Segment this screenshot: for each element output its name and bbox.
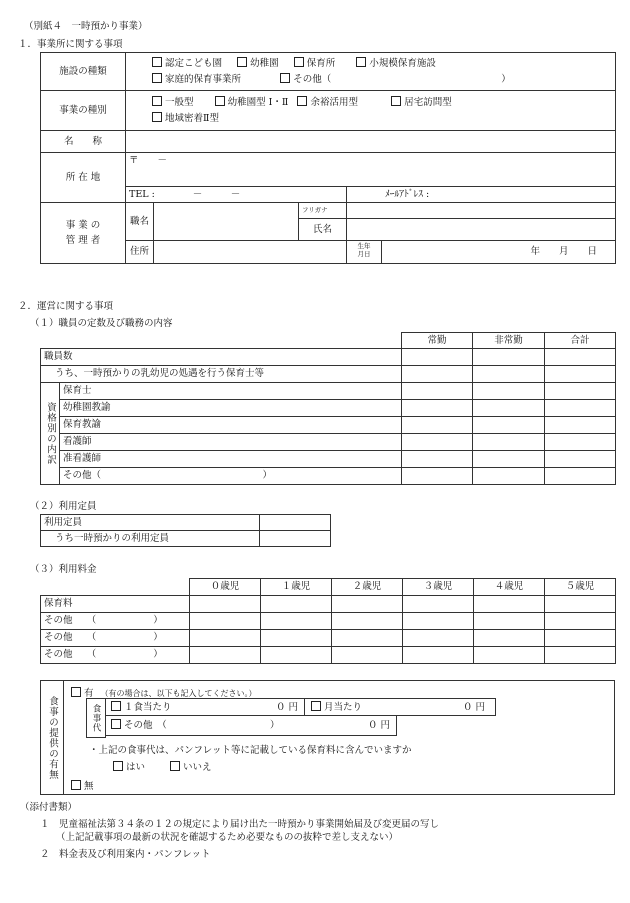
facility-table: 施設の種類 認定こども園 幼稚園 保育所 小規模保育施設 家庭的保育事業所 その他（ ） 事業の種別 一般型 幼稚園型 Ⅰ・Ⅱ 余裕活用型 居宅訪問型 地域密着Ⅱ型 名 称 所 在 地 〒 － TEL : － － ﾒｰﾙｱﾄﾞﾚｽ : 事 業 の 管 理 者 職名 フリガナ 氏名 住所 生年 月日 年 月 日 bbox=[40, 52, 616, 264]
section1-title: １．事業所に関する事項 bbox=[18, 39, 123, 50]
row-hoikuryo: 保育料 bbox=[41, 596, 190, 613]
meal-other-value[interactable]: ０ 円 bbox=[367, 720, 390, 731]
row-ichiji-capacity: うち一時預かりの利用定員 bbox=[41, 531, 260, 547]
opt-hoikusho[interactable]: 保育所 bbox=[294, 58, 336, 69]
col-fulltime: 常勤 bbox=[402, 333, 473, 349]
opt-katei[interactable]: 家庭的保育事業所 bbox=[152, 74, 241, 85]
fullname-label: 氏名 bbox=[299, 219, 347, 241]
checkbox-icon[interactable] bbox=[280, 73, 290, 83]
opt-shokibo[interactable]: 小規模保育施設 bbox=[356, 58, 436, 69]
business-type-label: 事業の種別 bbox=[41, 91, 126, 131]
position-label: 職名 bbox=[126, 203, 154, 241]
fee-subtitle: （３）利用料金 bbox=[30, 564, 97, 575]
opt-sonota[interactable]: その他（ bbox=[280, 74, 331, 85]
meal-question: ・上記の食事代は、パンフレット等に記載している保育料に含んでいますか bbox=[89, 745, 412, 756]
position-field[interactable] bbox=[154, 203, 299, 241]
capacity-subtitle: （２）利用定員 bbox=[30, 501, 97, 512]
per-month-option[interactable]: 月当たり ０ 円 bbox=[305, 698, 496, 716]
row-kangoshi: 看護師 bbox=[60, 434, 402, 451]
checkbox-icon[interactable] bbox=[152, 96, 162, 106]
attachment-item2: ２ 料金表及び利用案内・パンフレット bbox=[40, 849, 211, 860]
col-age2: ２歳児 bbox=[332, 579, 403, 596]
col-age0: ０歳児 bbox=[190, 579, 261, 596]
address-label: 所 在 地 bbox=[41, 153, 126, 203]
checkbox-icon[interactable] bbox=[152, 57, 162, 67]
birthdate-field[interactable]: 年 月 日 bbox=[530, 246, 597, 257]
checkbox-icon[interactable] bbox=[71, 780, 81, 790]
checkbox-icon[interactable] bbox=[297, 96, 307, 106]
per-meal-option[interactable]: １食当たり ０ 円 bbox=[105, 698, 305, 716]
opt-kodomoen[interactable]: 認定こども園 bbox=[152, 58, 222, 69]
col-age5: ５歳児 bbox=[545, 579, 616, 596]
section2-title: ２．運営に関する事項 bbox=[18, 301, 114, 312]
row-other-fee: その他 （ ） bbox=[41, 613, 190, 630]
opt-chiiki[interactable]: 地域密着Ⅱ型 bbox=[152, 113, 219, 124]
col-total: 合計 bbox=[545, 333, 616, 349]
meal-other-option[interactable]: その他 （ ） ０ 円 bbox=[105, 716, 397, 736]
fee-table bbox=[40, 578, 616, 664]
qualification-label: 資格別の内訳 bbox=[41, 383, 60, 485]
checkbox-icon[interactable] bbox=[71, 687, 81, 697]
row-staff-count: 職員数 bbox=[41, 349, 402, 366]
checkbox-icon[interactable] bbox=[152, 73, 162, 83]
col-age3: ３歳児 bbox=[403, 579, 474, 596]
opt-yochien-gata[interactable]: 幼稚園型 Ⅰ・Ⅱ bbox=[215, 97, 289, 108]
attachments-title: （添付書類） bbox=[20, 802, 78, 813]
meal-yes-note: （有の場合は、以下も記入してください。） bbox=[100, 689, 257, 698]
staff-subtitle: （１）職員の定数及び職務の内容 bbox=[30, 318, 173, 329]
checkbox-icon[interactable] bbox=[170, 761, 180, 771]
checkbox-icon[interactable] bbox=[111, 719, 121, 729]
row-hoikushi: 保育士 bbox=[60, 383, 402, 400]
meal-section bbox=[40, 680, 615, 795]
meal-yes-option[interactable]: 有 （有の場合は、以下も記入してください。） bbox=[71, 685, 257, 699]
answer-yes-option[interactable]: はい bbox=[113, 762, 145, 773]
per-meal-value[interactable]: ０ 円 bbox=[275, 702, 298, 713]
checkbox-icon[interactable] bbox=[294, 57, 304, 67]
checkbox-icon[interactable] bbox=[215, 96, 225, 106]
checkbox-icon[interactable] bbox=[237, 57, 247, 67]
checkbox-icon[interactable] bbox=[152, 112, 162, 122]
checkbox-icon[interactable] bbox=[311, 701, 321, 711]
row-junkangoshi: 准看護師 bbox=[60, 451, 402, 468]
attachment-item1: １ 児童福祉法第３４条の１２の規定により届け出た一時預かり事業開始届及び変更届の写し bbox=[40, 819, 440, 830]
name-field[interactable] bbox=[126, 131, 616, 153]
capacity-table bbox=[40, 514, 331, 547]
attachment-item1-note: （上記記載事項の最新の状況を確認するため必要なものの抜粋で差し支えない） bbox=[56, 832, 399, 843]
checkbox-icon[interactable] bbox=[111, 701, 121, 711]
attachment-title: （別紙４ 一時預かり事業） bbox=[24, 21, 148, 32]
meal-no-option[interactable]: 無 bbox=[71, 778, 94, 792]
meal-cost-label: 食事代 bbox=[86, 698, 106, 738]
birthdate-label: 生年 月日 bbox=[347, 241, 382, 263]
residence-field[interactable] bbox=[154, 241, 347, 264]
facility-type-label: 施設の種類 bbox=[41, 53, 126, 91]
fullname-field[interactable] bbox=[347, 219, 616, 241]
col-age1: １歳児 bbox=[261, 579, 332, 596]
furigana-field[interactable] bbox=[347, 203, 616, 219]
opt-yoyu[interactable]: 余裕活用型 bbox=[297, 97, 358, 108]
checkbox-icon[interactable] bbox=[113, 761, 123, 771]
residence-label: 住所 bbox=[126, 241, 154, 264]
name-label: 名 称 bbox=[41, 131, 126, 153]
row-hoiku-kyoyu: 保育教諭 bbox=[60, 417, 402, 434]
opt-ippan[interactable]: 一般型 bbox=[152, 97, 194, 108]
meal-label: 食事の提供の有無 bbox=[41, 681, 64, 794]
row-yochien-kyoyu: 幼稚園教諭 bbox=[60, 400, 402, 417]
postal-field[interactable]: 〒 － bbox=[126, 153, 616, 187]
row-other-fee: その他 （ ） bbox=[41, 647, 190, 664]
mail-field[interactable]: ﾒｰﾙｱﾄﾞﾚｽ : bbox=[347, 187, 616, 203]
col-parttime: 非常勤 bbox=[473, 333, 545, 349]
row-capacity: 利用定員 bbox=[41, 515, 260, 531]
furigana-label: フリガナ bbox=[299, 203, 347, 219]
per-month-value[interactable]: ０ 円 bbox=[462, 702, 485, 713]
checkbox-icon[interactable] bbox=[356, 57, 366, 67]
col-age4: ４歳児 bbox=[474, 579, 545, 596]
row-other-fee: その他 （ ） bbox=[41, 630, 190, 647]
opt-kyotaku[interactable]: 居宅訪問型 bbox=[391, 97, 452, 108]
checkbox-icon[interactable] bbox=[391, 96, 401, 106]
row-ichiji-staff: うち、一時預かりの乳幼児の処遇を行う保育士等 bbox=[41, 366, 402, 383]
answer-no-option[interactable]: いいえ bbox=[170, 762, 212, 773]
row-other-staff: その他（ ） bbox=[60, 468, 402, 485]
opt-yochien[interactable]: 幼稚園 bbox=[237, 58, 279, 69]
manager-label: 事 業 の 管 理 者 bbox=[41, 203, 126, 264]
staff-table bbox=[40, 332, 616, 485]
tel-field[interactable]: TEL : － － bbox=[126, 187, 347, 203]
